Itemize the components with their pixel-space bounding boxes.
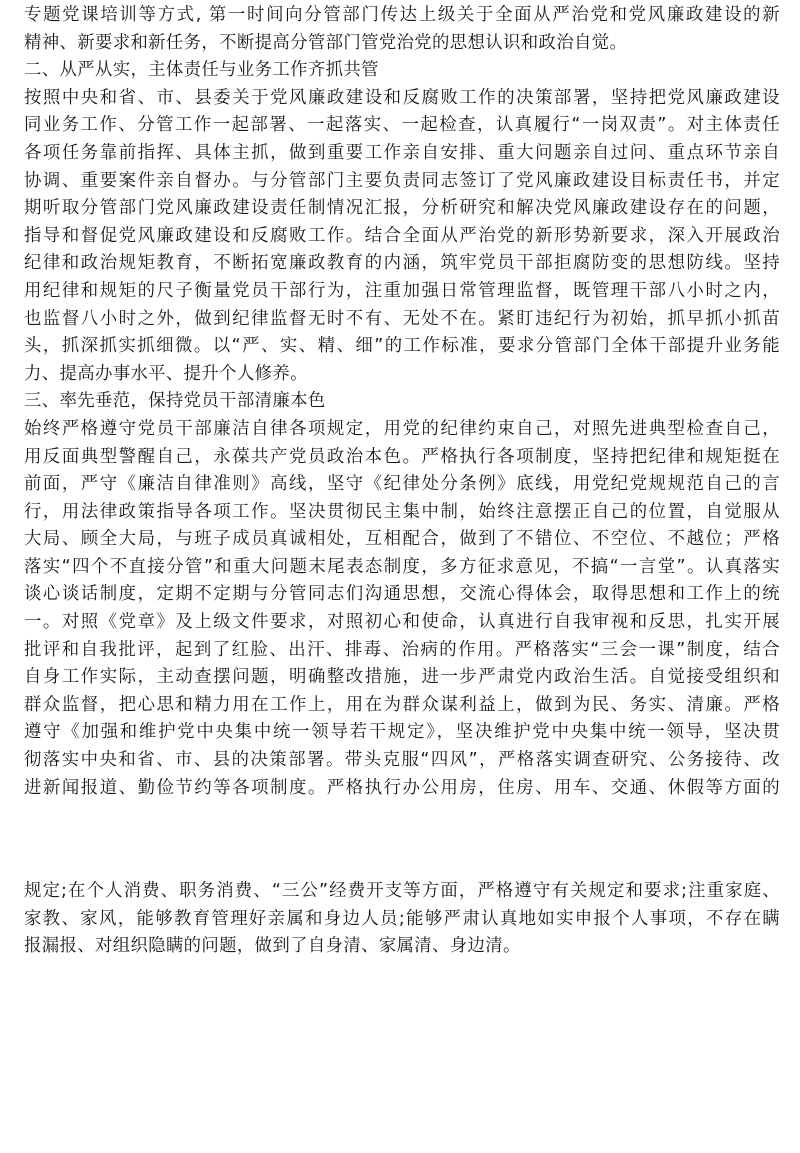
text-line: 前面，严守《廉洁自律准则》高线，坚守《纪律处分条例》底线，用党纪党规规范自己的言 [24, 474, 780, 495]
text-line: 报漏报、对组织隐瞒的问题，做到了自身清、家属清、身边清。 [24, 936, 521, 957]
text-line: 按照中央和省、市、县委关于党风廉政建设和反腐败工作的决策部署，坚持把党风廉政建设 [24, 87, 780, 108]
text-line: 精神、新要求和新任务，不断提高分管部门管党治党的思想认识和政治自觉。 [24, 32, 628, 53]
text-line: 同业务工作、分管工作一起部署、一起落实、一起检查，认真履行“一岗双责”。对主体责任 [24, 115, 780, 136]
text-line: 纪律和政治规矩教育，不断拓宽廉政教育的内涵，筑牢党员干部拒腐防变的思想防线。坚持 [24, 253, 780, 274]
section-heading-3: 三、率先垂范，保持党员干部清廉本色 [24, 391, 326, 412]
text-line: 彻落实中央和省、市、县的决策部署。带头克服“四风”，严格落实调查研究、公务接待、改 [24, 750, 780, 771]
text-line: 各项任务靠前指挥、具体主抓，做到重要工作亲自安排、重大问题亲自过问、重点环节亲自 [24, 142, 780, 163]
text-line: 群众监督，把心思和精力用在工作上，用在为群众谋利益上，做到为民、务实、清廉。严格 [24, 694, 780, 715]
text-line: 大局、顾全大局，与班子成员真诚相处，互相配合，做到了不错位、不空位、不越位；严格 [24, 529, 780, 550]
text-line: 进新闻报道、勤俭节约等各项制度。严格执行办公用房，住房、用车、交通、休假等方面的 [24, 777, 780, 798]
text-line: 指导和督促党风廉政建设和反腐败工作。结合全面从严治党的新形势新要求，深入开展政治 [24, 225, 780, 246]
text-block-main [24, 2, 780, 802]
text-line: 始终严格遵守党员干部廉洁自律各项规定，用党的纪律约束自己，对照先进典型检查自己， [24, 418, 780, 439]
text-line: 也监督八小时之外，做到纪律监督无时不有、无处不在。紧盯违纪行为初始，抓早抓小抓苗 [24, 308, 780, 329]
text-line: 遵守《加强和维护党中央集中统一领导若干规定》，坚决维护党中央集中统一领导，坚决贯 [24, 722, 780, 743]
text-line: 家教、家风，能够教育管理好亲属和身边人员;能够严肃认真地如实申报个人事项，不存在瞒 [24, 908, 780, 929]
text-line: 批评和自我批评，起到了红脸、出汗、排毒、治病的作用。严格落实“三会一课”制度，结合 [24, 639, 780, 660]
text-line: 期听取分管部门党风廉政建设责任制情况汇报，分析研究和解决党风廉政建设存在的问题， [24, 198, 780, 219]
text-line: 规定;在个人消费、职务消费、“三公”经费开支等方面，严格遵守有关规定和要求;注重家庭、 [24, 881, 780, 901]
text-line: 落实“四个不直接分管”和重大问题末尾表态制度，多方征求意见，不搞“一言堂”。认真落实 [24, 556, 780, 577]
text-line: 协调、重要案件亲自督办。与分管部门主要负责同志签订了党风廉政建设目标责任书，并定 [24, 170, 780, 191]
text-line: 力、提高办事水平、提升个人修养。 [24, 363, 308, 384]
text-line: 谈心谈话制度，定期不定期与分管同志们沟通思想，交流心得体会，取得思想和工作上的统 [24, 584, 780, 605]
text-line: 行，用法律政策指导各项工作。坚决贯彻民主集中制，始终注意摆正自己的位置，自觉服从 [24, 501, 780, 522]
text-line: 用反面典型警醒自己，永葆共产党员政治本色。严格执行各项制度，坚持把纪律和规矩挺在 [24, 446, 780, 467]
text-line: 自身工作实际，主动查摆问题，明确整改措施，进一步严肃党内政治生活。自觉接受组织和 [24, 667, 780, 688]
text-line: 用纪律和规矩的尺子衡量党员干部行为，注重加强日常管理监督，既管理干部八小时之内， [24, 280, 780, 301]
text-line: 专题党课培训等方式, 第一时间向分管部门传达上级关于全面从严治党和党风廉政建设的新 [24, 5, 780, 25]
section-heading-2: 二、从严从实，主体责任与业务工作齐抓共管 [24, 60, 379, 81]
text-line: 一。对照《党章》及上级文件要求，对照初心和使命，认真进行自我审视和反思，扎实开展 [24, 612, 780, 633]
text-block-continuation [24, 878, 780, 961]
text-line: 头，抓深抓实抓细微。以“严、实、精、细”的工作标准，要求分管部门全体干部提升业务能 [24, 336, 780, 357]
